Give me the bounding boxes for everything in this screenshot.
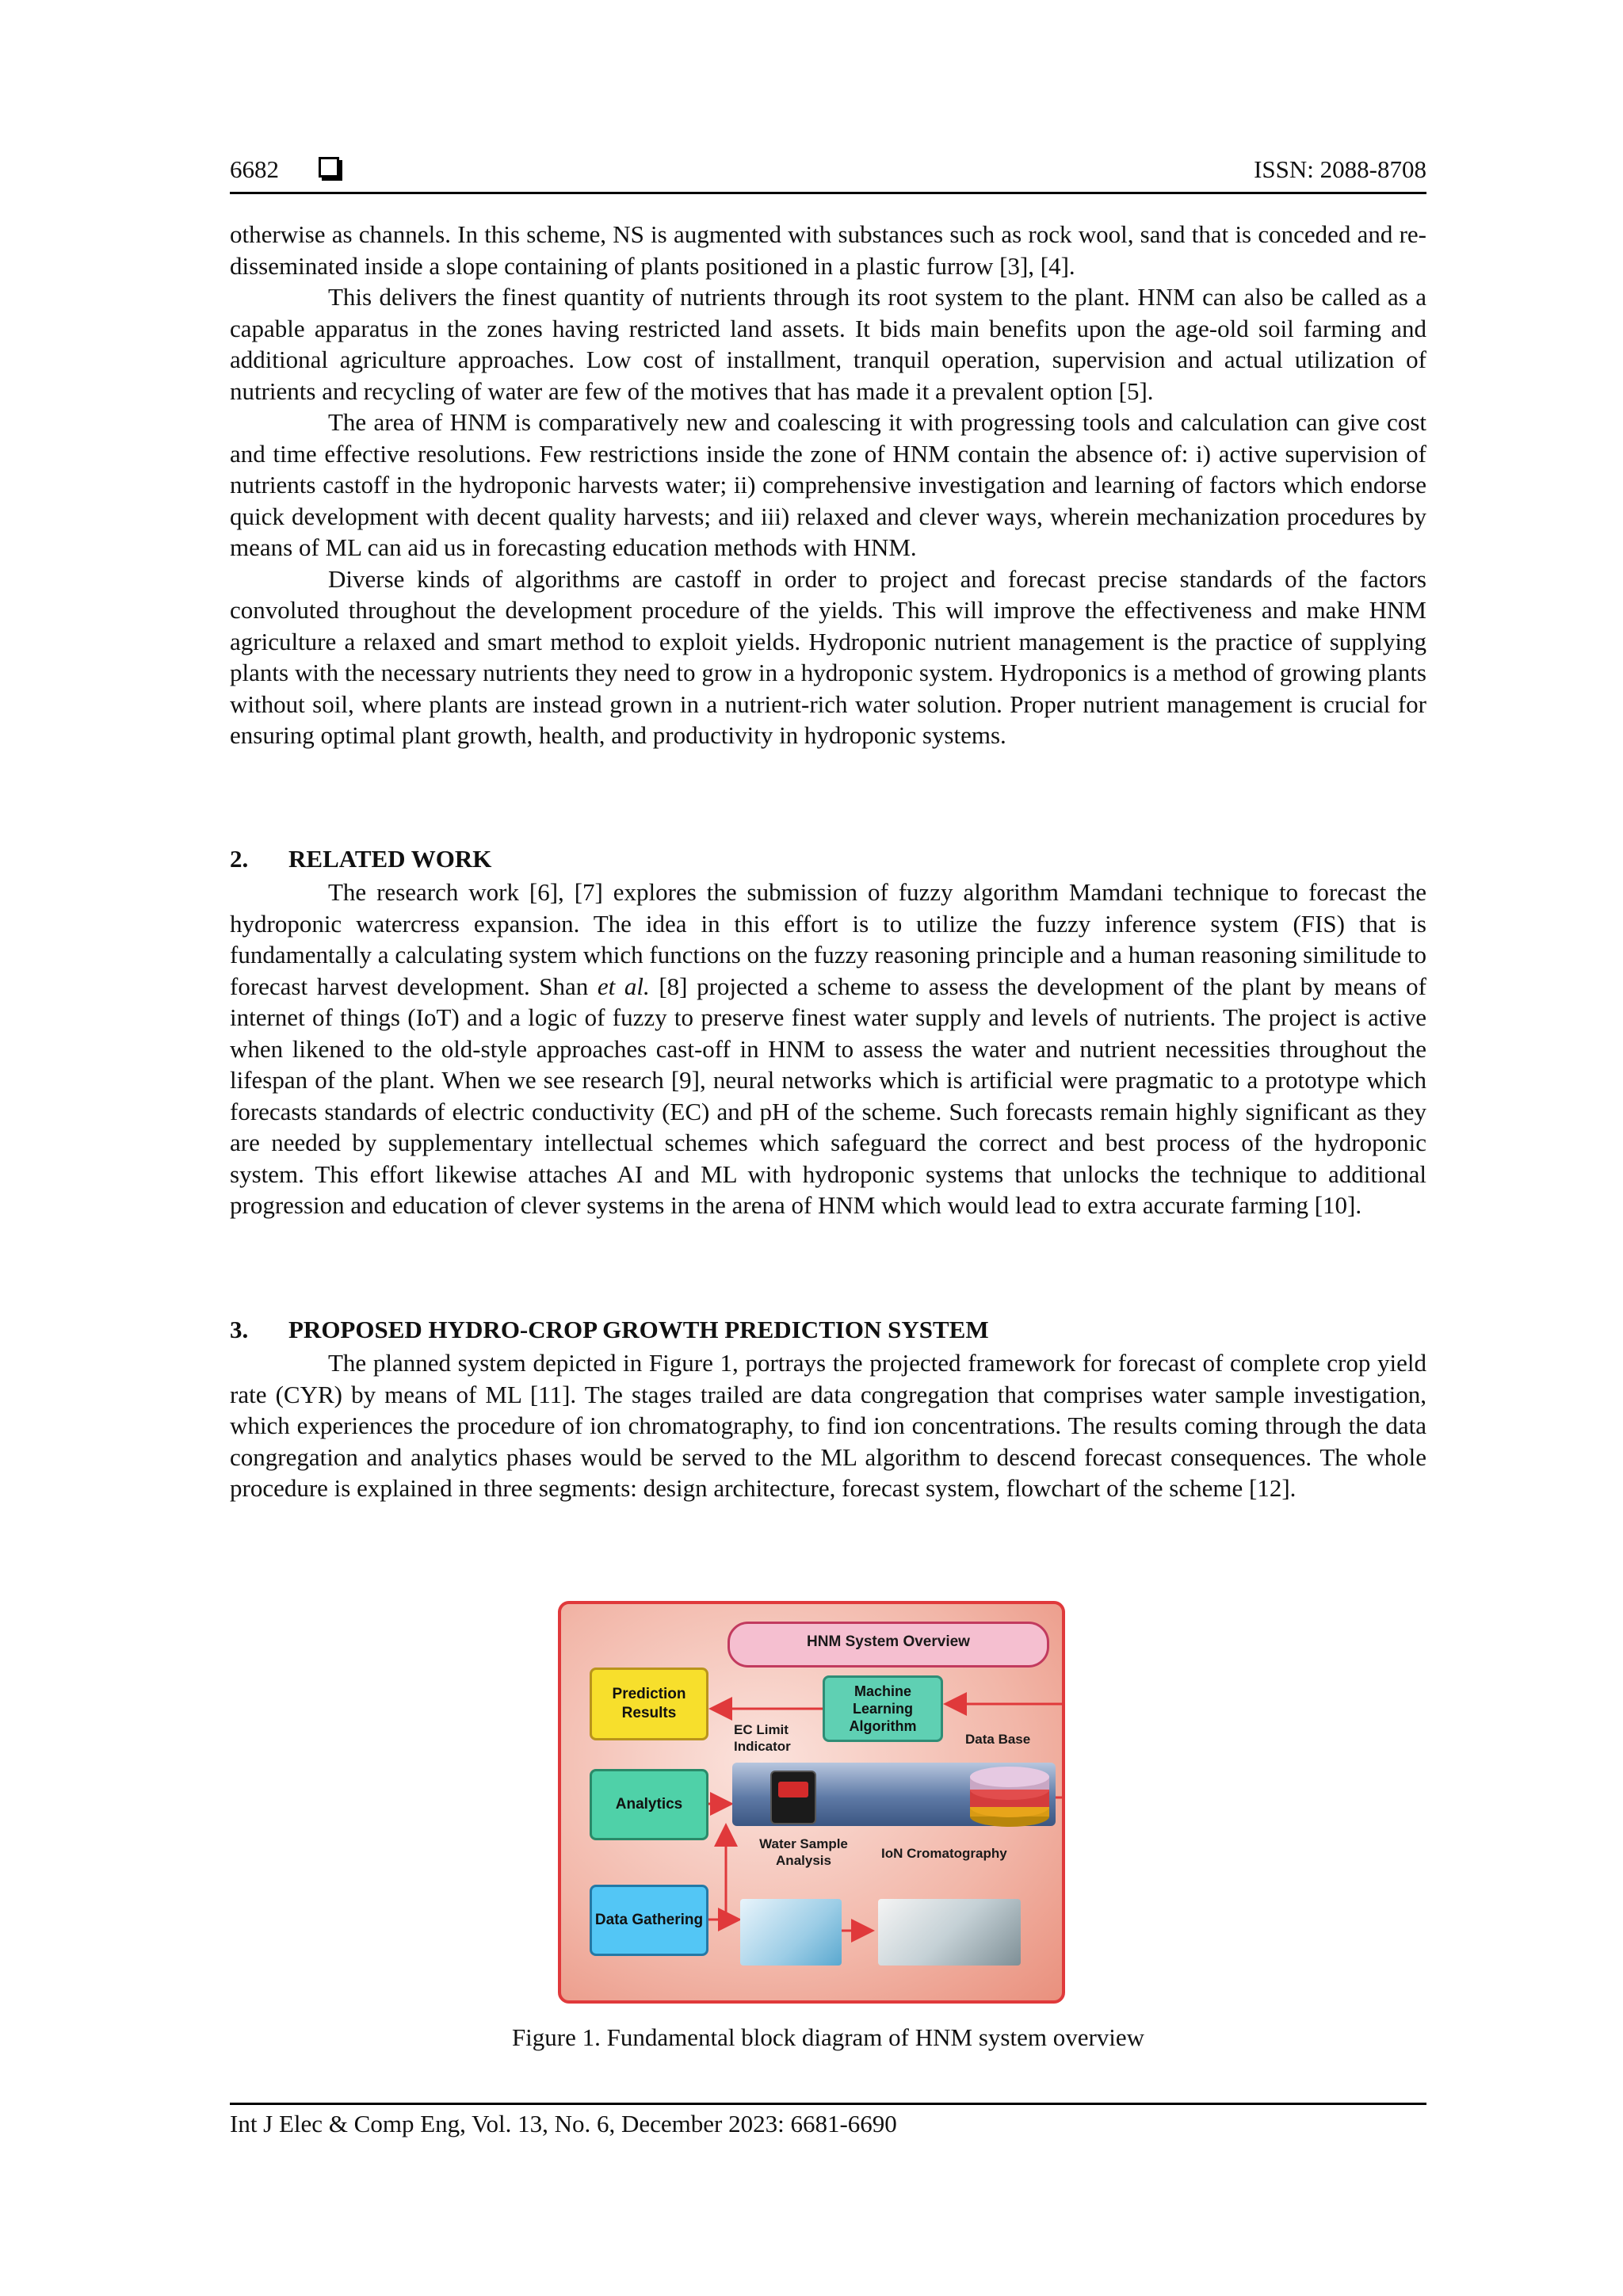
page-header [230, 155, 1426, 194]
paragraph: Diverse kinds of algorithms are castoff in order to project and forecast precise standards of the factors convoluted throughout the development procedure of the yields. This will improve the effectiveness and make HNM agriculture a relaxed and smart method to exploit yields. Hydroponic nutrient management is the practice of supplying plants with the necessary nutrients they need to grow in a hydroponic system. Hydroponics is a method of growing plants without soil, where plants are instead grown in a nutrient-rich water solution. Proper nutrient management is crucial for ensuring optimal plant growth, health, and productivity in hydroponic systems. [230, 564, 1426, 749]
analytics-box: Analytics [590, 1769, 708, 1840]
data-gathering-box: Data Gathering [590, 1885, 708, 1956]
paragraph: This delivers the finest quantity of nutrients through its root system to the plant. HNM can also be called as a capable apparatus in the zones having restricted land assets. It bids main benefits upon the age-old soil farming and additional agriculture approaches. Low cost of installment, tranquil operation, supervision and actual utilization of nutrients and recycling of water are few of the motives that has made it a prevalent option [5]. [230, 283, 1426, 405]
text-run-italic: et al. [597, 972, 650, 1000]
section-title: RELATED WORK [288, 845, 492, 873]
checkbox-square-icon [319, 157, 339, 178]
paragraph: otherwise as channels. In this scheme, NS is augmented with substances such as rock wool, sand that is conceded and re- disseminated inside a slope containing of plants positioned in a plastic furrow [3], [4]. [230, 220, 1426, 280]
intro-text [230, 219, 1426, 751]
text-run: [8] projected a scheme to assess the development of the plant by means of internet of things (IoT) and a logic of fuzzy to preserve finest water supply and levels of nutrients. The project is active when likened to the old-style approaches cast-off in HNM to assess the water and nutrient necessities throughout the lifespan of the plant. When we see research [9], neural networks which is artificial were pragmatic to a prototype which forecasts standards of electric conductivity (EC) and pH of the scheme. Such forecasts remain highly significant as they are needed by supplementary intellectual schemes which safeguard the correct and best process of the hydroponic system. This effort likewise attaches AI and ML with hydroponic systems that unlocks the technique to additional progression and education of clever systems in the arena of HNM which would lead to extra accurate farming [10]. [230, 972, 1426, 1219]
issn: ISSN: 2088-8708 [1254, 155, 1426, 183]
water-sample-image [740, 1899, 842, 1966]
section-number: 2. [230, 845, 249, 873]
section-number: 3. [230, 1316, 249, 1343]
chromatography-image [878, 1899, 1021, 1966]
page-number: 6682 [230, 155, 279, 183]
section-heading-proposed-system [230, 1316, 989, 1344]
section-title: PROPOSED HYDRO-CROP GROWTH PREDICTION SYSTEM [288, 1316, 989, 1343]
database-icon [968, 1766, 1051, 1829]
proposed-system-text [230, 1347, 1426, 1504]
diagram-title: HNM System Overview [727, 1622, 1049, 1668]
figure-caption: Figure 1. Fundamental block diagram of HNM system overview [511, 2023, 1145, 2051]
water-sample-label: Water Sample Analysis [759, 1836, 848, 1868]
text-run: The research work [6], [7] explores the submission of fuzzy algorithm Mamdani technique to forecast the hydroponic watercress expansion. The idea in this effort is to utilize the fuzzy inference system (FIS) that is fundamentally a calculating system which functions on the fuzzy reasoning principle and a human reasoning similitude to forecast harvest development. Shan [230, 878, 1426, 1000]
hnm-block-diagram [558, 1601, 1065, 2004]
section-heading-related-work [230, 845, 491, 873]
page-footer [230, 2103, 1426, 2138]
prediction-results-box: Prediction Results [590, 1668, 708, 1740]
database-label: Data Base [965, 1732, 1031, 1747]
ec-limit-label: EC Limit Indicator [734, 1722, 791, 1754]
related-work-text [230, 877, 1426, 1221]
paragraph: The area of HNM is comparatively new and coalescing it with progressing tools and calculation can give cost and time effective resolutions. Few restrictions inside the zone of HNM contain the absence of: i) active supervision of nutrients castoff in the hydroponic harvests water; ii) comprehensive investigation and learning of factors which endorse quick development with decent quality harvests; and iii) relaxed and clever ways, wherein mechanization procedures by means of ML can aid us in forecasting education methods with HNM. [230, 408, 1426, 561]
paragraph [230, 877, 1426, 1221]
paragraph: The planned system depicted in Figure 1, portrays the projected framework for forecast of complete crop yield rate (CYR) by means of ML [11]. The stages trailed are data congregation that comprises water sample investigation, which experiences the procedure of ion chromatography, to find ion concentrations. The results coming through the data congregation and analytics phases would be served to the ML algorithm to descend forecast consequences. The whole procedure is explained in three segments: design architecture, forecast system, flowchart of the scheme [12]. [230, 1349, 1426, 1502]
ec-meter-icon [770, 1771, 816, 1824]
machine-learning-box: Machine Learning Algorithm [823, 1675, 943, 1742]
journal-citation: Int J Elec & Comp Eng, Vol. 13, No. 6, December 2023: 6681-6690 [230, 2110, 897, 2137]
ion-chromatography-label: IoN Cromatography [881, 1846, 1007, 1861]
